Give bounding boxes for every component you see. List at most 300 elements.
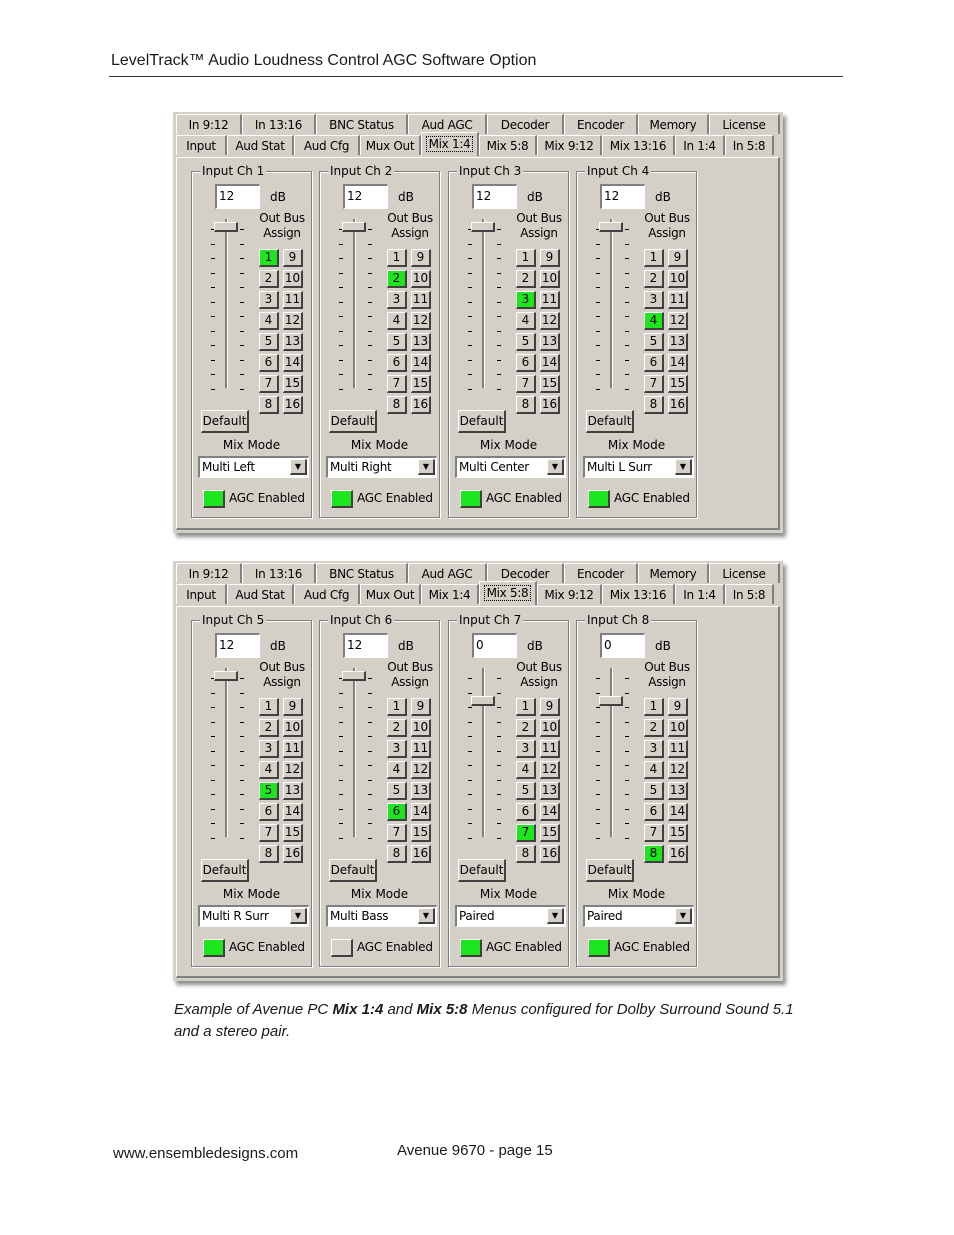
out-bus-button-8[interactable]: 8	[516, 396, 536, 414]
out-bus-button-1[interactable]: 1	[516, 698, 536, 716]
tab-input[interactable]	[176, 584, 227, 604]
default-button[interactable]: Default	[586, 410, 634, 433]
gain-db-input[interactable]: 12	[600, 184, 645, 209]
out-bus-button-9[interactable]: 9	[283, 249, 303, 267]
out-bus-button-5[interactable]: 5	[387, 333, 407, 351]
tab-label: License	[722, 567, 766, 581]
tab-in-5-8[interactable]	[725, 135, 774, 155]
fader-tick	[339, 389, 343, 390]
fader-tick	[339, 765, 343, 766]
out-bus-button-15[interactable]: 15	[540, 824, 560, 842]
out-bus-button-6[interactable]: 6	[644, 354, 664, 372]
out-bus-button-3[interactable]: 3	[387, 291, 407, 309]
agc-enabled-toggle[interactable]	[460, 939, 482, 957]
out-bus-button-8[interactable]: 8	[644, 845, 664, 863]
tab-mix-9-12[interactable]	[537, 135, 602, 155]
fader-tick	[211, 693, 215, 694]
tab-label: Mux Out	[365, 139, 415, 153]
out-bus-button-13[interactable]: 13	[411, 333, 431, 351]
tab-memory[interactable]	[638, 563, 709, 583]
out-bus-button-12[interactable]: 12	[540, 312, 560, 330]
out-bus-button-4[interactable]: 4	[644, 312, 664, 330]
dropdown-arrow-icon[interactable]: ▼	[418, 459, 435, 475]
out-bus-button-16[interactable]: 16	[540, 396, 560, 414]
tab-aud-cfg[interactable]	[294, 135, 360, 155]
agc-enabled-toggle[interactable]	[203, 490, 225, 508]
mix-mode-select[interactable]	[455, 905, 566, 927]
out-bus-button-5[interactable]: 5	[644, 782, 664, 800]
out-bus-button-12[interactable]: 12	[411, 312, 431, 330]
fader-tick	[368, 707, 372, 708]
fader-tick	[596, 360, 600, 361]
fader-tick	[211, 838, 215, 839]
out-bus-button-10[interactable]: 10	[411, 719, 431, 737]
tab-bnc-status[interactable]	[316, 114, 408, 134]
out-bus-button-8[interactable]: 8	[259, 396, 279, 414]
assign-label-line: Assign	[648, 675, 686, 689]
out-bus-button-2[interactable]: 2	[387, 719, 407, 737]
mix-mode-label: Mix Mode	[350, 887, 409, 901]
tab-aud-agc[interactable]	[408, 563, 487, 583]
tab-mix-1-4[interactable]	[421, 132, 479, 156]
out-bus-button-2[interactable]: 2	[516, 270, 536, 288]
out-bus-button-10[interactable]: 10	[283, 719, 303, 737]
fader-tick	[497, 229, 501, 230]
tab-mux-out[interactable]	[360, 135, 421, 155]
out-bus-button-6[interactable]: 6	[387, 354, 407, 372]
out-bus-button-3[interactable]: 3	[516, 740, 536, 758]
fader-tick	[497, 331, 501, 332]
agc-enabled-toggle[interactable]	[588, 939, 610, 957]
fader-tick	[497, 809, 501, 810]
out-bus-button-15[interactable]: 15	[668, 824, 688, 842]
out-bus-button-12[interactable]: 12	[411, 761, 431, 779]
out-bus-button-13[interactable]: 13	[668, 333, 688, 351]
fader-tick	[625, 345, 629, 346]
tab-mix-5-8[interactable]	[479, 581, 537, 605]
mix-mode-select[interactable]	[583, 456, 694, 478]
gain-db-input[interactable]: 0	[472, 633, 517, 658]
out-bus-button-14[interactable]: 14	[668, 354, 688, 372]
channel-title: Input Ch 5	[202, 613, 265, 627]
out-bus-button-2[interactable]: 2	[259, 270, 279, 288]
fader-tick	[240, 360, 244, 361]
tab-label: In 9:12	[188, 118, 229, 132]
out-bus-button-8[interactable]: 8	[387, 396, 407, 414]
default-button[interactable]: Default	[329, 410, 377, 433]
fader-tick	[368, 780, 372, 781]
out-bus-button-3[interactable]: 3	[644, 291, 664, 309]
tab-mux-out[interactable]	[360, 584, 421, 604]
out-bus-button-2[interactable]: 2	[387, 270, 407, 288]
fader-tick	[625, 389, 629, 390]
fader-tick	[468, 345, 472, 346]
tab-in-1-4[interactable]	[675, 584, 725, 604]
default-button[interactable]: Default	[329, 859, 377, 882]
mix-mode-select[interactable]	[583, 905, 694, 927]
out-bus-button-8[interactable]: 8	[516, 845, 536, 863]
default-button[interactable]: Default	[458, 410, 506, 433]
agc-enabled-label: AGC Enabled	[357, 940, 433, 954]
out-bus-button-1[interactable]: 1	[516, 249, 536, 267]
fader-tick	[468, 809, 472, 810]
out-bus-button-11[interactable]: 11	[668, 740, 688, 758]
out-bus-button-16[interactable]: 16	[411, 396, 431, 414]
out-bus-button-12[interactable]: 12	[283, 761, 303, 779]
out-bus-button-15[interactable]: 15	[540, 375, 560, 393]
mix-mode-select[interactable]	[198, 905, 309, 927]
caption-bold-2: Mix 5:8	[416, 1001, 468, 1018]
out-bus-button-2[interactable]: 2	[516, 719, 536, 737]
tab-mix-13-16[interactable]	[602, 135, 675, 155]
tab-in-9-12[interactable]	[176, 114, 242, 134]
fader-tick	[468, 273, 472, 274]
out-bus-button-11[interactable]: 11	[411, 291, 431, 309]
mix-1-4-panel	[173, 112, 783, 533]
fader-tick	[368, 360, 372, 361]
out-bus-assign-label	[639, 660, 695, 690]
gain-db-input[interactable]: 12	[215, 184, 260, 209]
out-bus-button-7[interactable]: 7	[644, 824, 664, 842]
out-bus-button-5[interactable]: 5	[259, 333, 279, 351]
fader-tick	[596, 316, 600, 317]
out-bus-button-7[interactable]: 7	[387, 824, 407, 842]
out-bus-button-11[interactable]: 11	[540, 740, 560, 758]
gain-db-input[interactable]: 12	[343, 633, 388, 658]
tab-label: Memory	[649, 118, 697, 132]
out-bus-assign-label	[639, 211, 695, 241]
assign-label-line: Assign	[520, 226, 558, 240]
mix-tab-body	[176, 606, 780, 978]
fader-tick	[211, 287, 215, 288]
out-bus-button-5[interactable]: 5	[516, 333, 536, 351]
fader-thumb[interactable]	[342, 222, 366, 232]
fader-tick	[468, 374, 472, 375]
fader-tick	[240, 722, 244, 723]
out-bus-button-4[interactable]: 4	[387, 312, 407, 330]
fader-tick	[468, 678, 472, 679]
channel-group	[319, 613, 440, 967]
fader-tick	[240, 809, 244, 810]
out-bus-button-14[interactable]: 14	[411, 803, 431, 821]
out-bus-button-6[interactable]: 6	[644, 803, 664, 821]
fader-tick	[240, 389, 244, 390]
out-bus-button-12[interactable]: 12	[668, 761, 688, 779]
tab-label: Aud Cfg	[303, 139, 350, 153]
out-bus-button-11[interactable]: 11	[283, 740, 303, 758]
out-bus-button-10[interactable]: 10	[540, 719, 560, 737]
dropdown-arrow-icon[interactable]: ▼	[675, 908, 692, 924]
dropdown-arrow-icon[interactable]: ▼	[290, 908, 307, 924]
out-bus-button-14[interactable]: 14	[411, 354, 431, 372]
assign-label-line: Assign	[520, 675, 558, 689]
tab-decoder[interactable]	[487, 563, 564, 583]
dropdown-arrow-icon[interactable]: ▼	[418, 908, 435, 924]
fader-tick	[339, 244, 343, 245]
fader-tick	[240, 751, 244, 752]
tab-in-13-16[interactable]	[242, 114, 316, 134]
tab-aud-stat[interactable]	[227, 584, 294, 604]
out-bus-assign-label	[382, 211, 438, 241]
out-bus-button-6[interactable]: 6	[516, 354, 536, 372]
out-bus-button-3[interactable]: 3	[644, 740, 664, 758]
out-bus-button-1[interactable]: 1	[387, 249, 407, 267]
agc-enabled-toggle[interactable]	[203, 939, 225, 957]
out-bus-button-8[interactable]: 8	[259, 845, 279, 863]
out-bus-button-16[interactable]: 16	[411, 845, 431, 863]
out-bus-button-4[interactable]: 4	[516, 312, 536, 330]
fader-thumb[interactable]	[599, 222, 623, 232]
out-bus-button-9[interactable]: 9	[668, 698, 688, 716]
out-bus-button-14[interactable]: 14	[540, 354, 560, 372]
out-bus-button-4[interactable]: 4	[516, 761, 536, 779]
out-bus-button-13[interactable]: 13	[283, 782, 303, 800]
out-bus-button-16[interactable]: 16	[540, 845, 560, 863]
fader-tick	[240, 229, 244, 230]
out-bus-button-14[interactable]: 14	[283, 354, 303, 372]
out-bus-button-5[interactable]: 5	[516, 782, 536, 800]
fader-tick	[240, 707, 244, 708]
out-bus-button-10[interactable]: 10	[668, 270, 688, 288]
out-bus-button-7[interactable]: 7	[644, 375, 664, 393]
out-bus-button-5[interactable]: 5	[259, 782, 279, 800]
out-bus-button-14[interactable]: 14	[283, 803, 303, 821]
dropdown-arrow-icon[interactable]: ▼	[547, 908, 564, 924]
out-bus-button-10[interactable]: 10	[411, 270, 431, 288]
fader-tick	[211, 345, 215, 346]
fader-thumb[interactable]	[471, 696, 495, 706]
out-bus-button-5[interactable]: 5	[387, 782, 407, 800]
out-bus-button-1[interactable]: 1	[259, 249, 279, 267]
out-bus-button-15[interactable]: 15	[668, 375, 688, 393]
out-bus-button-3[interactable]: 3	[516, 291, 536, 309]
out-bus-button-14[interactable]: 14	[540, 803, 560, 821]
out-bus-button-2[interactable]: 2	[644, 719, 664, 737]
gain-db-input[interactable]: 12	[215, 633, 260, 658]
out-bus-button-4[interactable]: 4	[259, 761, 279, 779]
gain-db-input[interactable]: 12	[343, 184, 388, 209]
out-bus-button-15[interactable]: 15	[283, 375, 303, 393]
tab-memory[interactable]	[638, 114, 709, 134]
agc-enabled-toggle[interactable]	[331, 490, 353, 508]
out-bus-button-14[interactable]: 14	[668, 803, 688, 821]
fader-thumb[interactable]	[214, 222, 238, 232]
out-bus-button-7[interactable]: 7	[516, 375, 536, 393]
dropdown-arrow-icon[interactable]: ▼	[547, 459, 564, 475]
dropdown-arrow-icon[interactable]: ▼	[675, 459, 692, 475]
out-bus-button-6[interactable]: 6	[387, 803, 407, 821]
tab-in-1-4[interactable]	[675, 135, 725, 155]
fader-tick	[339, 838, 343, 839]
tab-label: Mux Out	[365, 588, 415, 602]
dropdown-arrow-icon[interactable]: ▼	[290, 459, 307, 475]
out-bus-button-5[interactable]: 5	[644, 333, 664, 351]
out-bus-button-13[interactable]: 13	[540, 782, 560, 800]
tab-label: License	[722, 118, 766, 132]
out-bus-button-15[interactable]: 15	[411, 375, 431, 393]
tab-aud-stat[interactable]	[227, 135, 294, 155]
tab-mix-5-8[interactable]	[479, 135, 537, 155]
out-bus-button-13[interactable]: 13	[411, 782, 431, 800]
fader-tick	[625, 765, 629, 766]
fader-tick	[596, 736, 600, 737]
out-bus-button-4[interactable]: 4	[387, 761, 407, 779]
mix-mode-select[interactable]	[326, 905, 437, 927]
out-bus-button-4[interactable]: 4	[259, 312, 279, 330]
db-unit-label: dB	[270, 190, 286, 204]
out-bus-button-16[interactable]: 16	[283, 396, 303, 414]
tab-in-9-12[interactable]	[176, 563, 242, 583]
agc-enabled-label: AGC Enabled	[357, 491, 433, 505]
out-bus-button-9[interactable]: 9	[668, 249, 688, 267]
out-bus-label-line: Out Bus	[516, 211, 562, 225]
out-bus-button-12[interactable]: 12	[283, 312, 303, 330]
agc-enabled-toggle[interactable]	[588, 490, 610, 508]
tab-label: Mix 1:4	[428, 588, 471, 602]
out-bus-button-13[interactable]: 13	[283, 333, 303, 351]
tab-mix-9-12[interactable]	[537, 584, 602, 604]
fader-tick	[468, 360, 472, 361]
channel-group	[448, 613, 569, 967]
out-bus-button-6[interactable]: 6	[259, 803, 279, 821]
mix-tab-body	[176, 157, 780, 530]
fader-thumb[interactable]	[471, 222, 495, 232]
fader-tick	[625, 273, 629, 274]
fader-tick	[596, 302, 600, 303]
out-bus-button-3[interactable]: 3	[259, 291, 279, 309]
out-bus-button-4[interactable]: 4	[644, 761, 664, 779]
mix-mode-select[interactable]	[326, 456, 437, 478]
mix-mode-select[interactable]	[455, 456, 566, 478]
out-bus-button-10[interactable]: 10	[540, 270, 560, 288]
fader-tick	[339, 693, 343, 694]
out-bus-button-9[interactable]: 9	[540, 249, 560, 267]
fader-tick	[625, 809, 629, 810]
out-bus-button-13[interactable]: 13	[668, 782, 688, 800]
out-bus-button-9[interactable]: 9	[540, 698, 560, 716]
out-bus-button-15[interactable]: 15	[411, 824, 431, 842]
tab-mix-1-4[interactable]	[421, 584, 479, 604]
fader-tick	[211, 823, 215, 824]
gain-db-input[interactable]: 12	[472, 184, 517, 209]
fader-thumb[interactable]	[214, 671, 238, 681]
out-bus-button-12[interactable]: 12	[668, 312, 688, 330]
out-bus-button-1[interactable]: 1	[259, 698, 279, 716]
out-bus-button-1[interactable]: 1	[644, 698, 664, 716]
default-button[interactable]: Default	[586, 859, 634, 882]
out-bus-button-6[interactable]: 6	[516, 803, 536, 821]
out-bus-button-2[interactable]: 2	[259, 719, 279, 737]
out-bus-button-11[interactable]: 11	[540, 291, 560, 309]
out-bus-button-1[interactable]: 1	[387, 698, 407, 716]
tab-label: Mix 13:16	[609, 139, 667, 153]
fader-tick	[468, 287, 472, 288]
out-bus-button-9[interactable]: 9	[411, 698, 431, 716]
channel-title: Input Ch 7	[459, 613, 522, 627]
agc-enabled-toggle[interactable]	[331, 939, 353, 957]
out-bus-button-7[interactable]: 7	[259, 375, 279, 393]
tab-in-5-8[interactable]	[725, 584, 774, 604]
default-button[interactable]: Default	[201, 859, 249, 882]
out-bus-button-11[interactable]: 11	[668, 291, 688, 309]
tab-label: Mix 1:4	[428, 137, 471, 151]
fader-thumb[interactable]	[342, 671, 366, 681]
tab-label: Aud Stat	[235, 139, 285, 153]
out-bus-button-3[interactable]: 3	[387, 740, 407, 758]
out-bus-button-8[interactable]: 8	[644, 396, 664, 414]
db-unit-label: dB	[527, 639, 543, 653]
agc-enabled-toggle[interactable]	[460, 490, 482, 508]
tab-decoder[interactable]	[487, 114, 564, 134]
tab-encoder[interactable]	[564, 114, 638, 134]
tab-label: Memory	[649, 567, 697, 581]
fader-tick	[625, 823, 629, 824]
out-bus-button-9[interactable]: 9	[283, 698, 303, 716]
out-bus-button-9[interactable]: 9	[411, 249, 431, 267]
fader-tick	[368, 693, 372, 694]
out-bus-button-13[interactable]: 13	[540, 333, 560, 351]
out-bus-button-7[interactable]: 7	[259, 824, 279, 842]
fader-tick	[368, 287, 372, 288]
out-bus-button-11[interactable]: 11	[283, 291, 303, 309]
tab-in-13-16[interactable]	[242, 563, 316, 583]
tab-label: Input	[186, 139, 216, 153]
tab-aud-agc[interactable]	[408, 114, 487, 134]
out-bus-button-16[interactable]: 16	[668, 396, 688, 414]
gain-db-input[interactable]: 0	[600, 633, 645, 658]
out-bus-assign-label	[382, 660, 438, 690]
out-bus-button-16[interactable]: 16	[283, 845, 303, 863]
out-bus-button-8[interactable]: 8	[387, 845, 407, 863]
tab-mix-13-16[interactable]	[602, 584, 675, 604]
fader-tick	[625, 287, 629, 288]
out-bus-button-1[interactable]: 1	[644, 249, 664, 267]
out-bus-button-2[interactable]: 2	[644, 270, 664, 288]
fader-tick	[339, 736, 343, 737]
tab-label: In 1:4	[683, 139, 716, 153]
out-bus-button-10[interactable]: 10	[668, 719, 688, 737]
fader-tick	[596, 287, 600, 288]
out-bus-button-7[interactable]: 7	[387, 375, 407, 393]
tab-aud-cfg[interactable]	[294, 584, 360, 604]
fader-tick	[497, 780, 501, 781]
fader-tick	[339, 722, 343, 723]
out-bus-button-3[interactable]: 3	[259, 740, 279, 758]
tab-license[interactable]	[709, 563, 780, 583]
out-bus-assign-label	[511, 211, 567, 241]
default-button[interactable]: Default	[458, 859, 506, 882]
tab-label: Aud Cfg	[303, 588, 350, 602]
default-button[interactable]: Default	[201, 410, 249, 433]
mix-mode-select[interactable]	[198, 456, 309, 478]
tab-license[interactable]	[709, 114, 780, 134]
out-bus-button-15[interactable]: 15	[283, 824, 303, 842]
out-bus-button-16[interactable]: 16	[668, 845, 688, 863]
out-bus-button-6[interactable]: 6	[259, 354, 279, 372]
out-bus-button-11[interactable]: 11	[411, 740, 431, 758]
fader-tick	[497, 345, 501, 346]
tab-encoder[interactable]	[564, 563, 638, 583]
tab-label: Aud AGC	[421, 567, 473, 581]
tab-bnc-status[interactable]	[316, 563, 408, 583]
out-bus-button-12[interactable]: 12	[540, 761, 560, 779]
channel-title: Input Ch 4	[587, 164, 650, 178]
out-bus-button-10[interactable]: 10	[283, 270, 303, 288]
tab-input[interactable]	[176, 135, 227, 155]
fader-tick	[497, 316, 501, 317]
fader-thumb[interactable]	[599, 696, 623, 706]
out-bus-button-7[interactable]: 7	[516, 824, 536, 842]
